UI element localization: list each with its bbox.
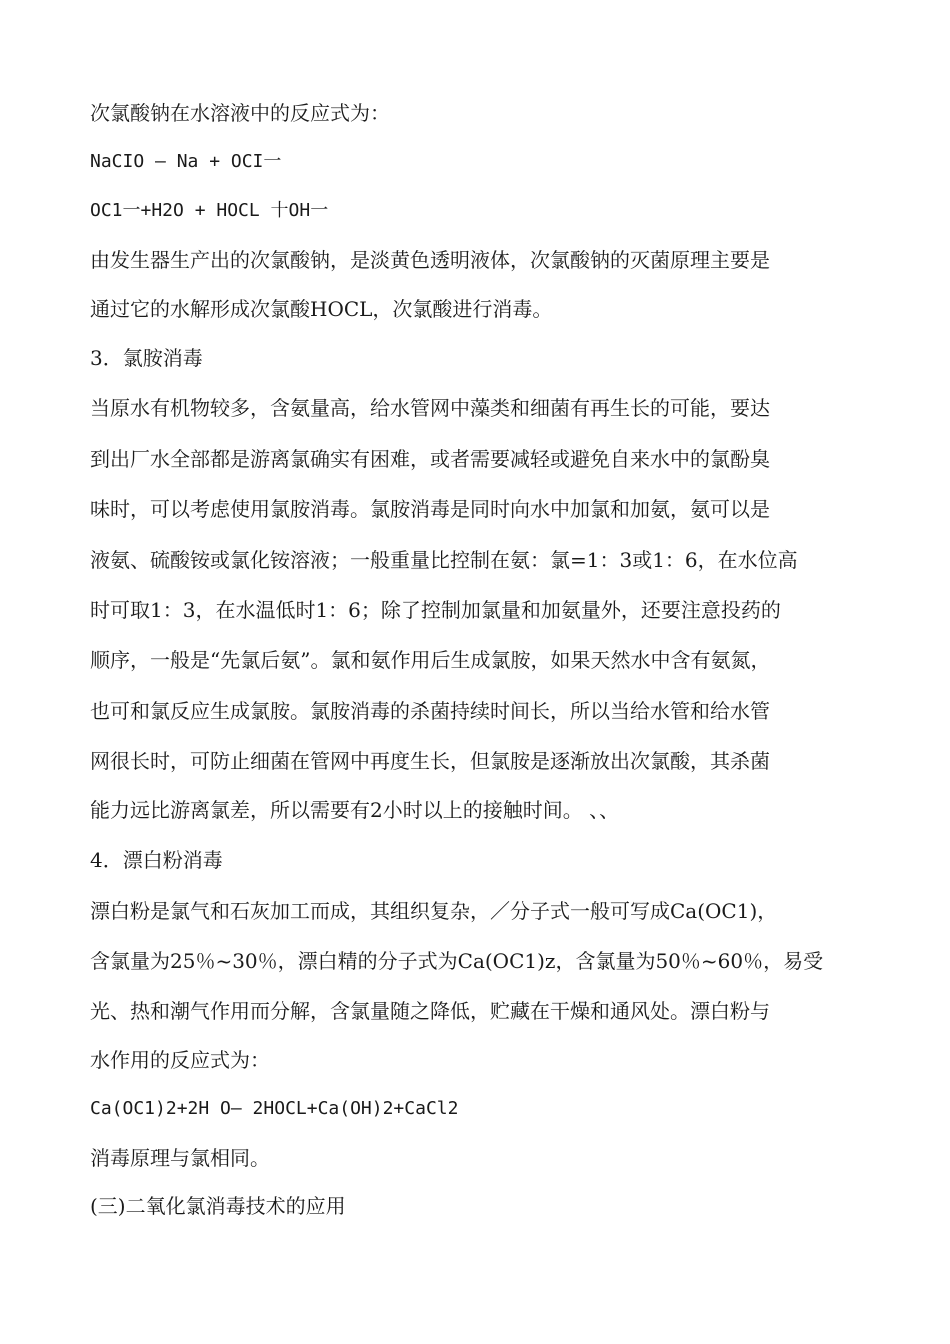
section-heading-iii: (三)二氧化氯消毒技术的应用 <box>90 1194 346 1218</box>
text-line-22: 消毒原理与氯相同。 <box>90 1146 270 1170</box>
text-line-12: 顺序，一般是“先氯后氨”。氯和氨作用后生成氯胺，如果天然水中含有氨氮， <box>90 648 771 672</box>
text-line-13: 也可和氯反应生成氯胺。氯胺消毒的杀菌持续时间长，所以当给水管和给水管 <box>90 699 770 723</box>
text-line-8: 到出厂水全部都是游离氯确实有困难，或者需要减轻或避免自来水中的氯酚臭 <box>90 447 770 471</box>
formula-line-2: OC1一+H2O + HOCL 十OH一 <box>90 200 329 221</box>
section-heading-4: 4．漂白粉消毒 <box>90 848 223 872</box>
text-line-7: 当原水有机物较多，含氨量高，给水管网中藻类和细菌有再生长的可能，要达 <box>90 396 770 420</box>
text-line-11: 时可取1：3，在水温低时1：6；除了控制加氯量和加氨量外，还要注意投药的 <box>90 598 781 622</box>
text-line-4: 由发生器生产出的次氯酸钠，是淡黄色透明液体，次氯酸钠的灭菌原理主要是 <box>90 248 770 272</box>
text-line-15: 能力远比游离氯差，所以需要有2小时以上的接触时间。 、、 <box>90 798 620 822</box>
text-line-20: 水作用的反应式为： <box>90 1048 270 1072</box>
text-line-10: 液氨、硫酸铵或氯化铵溶液；一般重量比控制在氨：氯=1：3或1：6，在水位高 <box>90 548 798 572</box>
text-line-19: 光、热和潮气作用而分解，含氯量随之降低，贮藏在干燥和通风处。漂白粉与 <box>90 999 770 1023</box>
section-heading-3: 3．氯胺消毒 <box>90 346 203 370</box>
text-line-18: 含氯量为25％~30％，漂白精的分子式为Ca(OC1)z，含氯量为50％~60％，易受 <box>90 949 824 973</box>
text-line-14: 网很长时，可防止细菌在管网中再度生长，但氯胺是逐渐放出次氯酸，其杀菌 <box>90 749 770 773</box>
text-line-1: 次氯酸钠在水溶液中的反应式为： <box>90 101 390 125</box>
text-line-5: 通过它的水解形成次氯酸HOCL，次氯酸进行消毒。 <box>90 297 553 321</box>
text-line-17: 漂白粉是氯气和石灰加工而成，其组织复杂，／分子式一般可写成Ca(OC1)， <box>90 899 778 923</box>
formula-line-3: Ca(OC1)2+2H O— 2HOCL+Ca(OH)2+CaCl2 <box>90 1098 459 1119</box>
text-line-9: 味时，可以考虑使用氯胺消毒。氯胺消毒是同时向水中加氯和加氨，氨可以是 <box>90 497 770 521</box>
formula-line-1: NaCIO — Na + OCI一 <box>90 151 282 172</box>
